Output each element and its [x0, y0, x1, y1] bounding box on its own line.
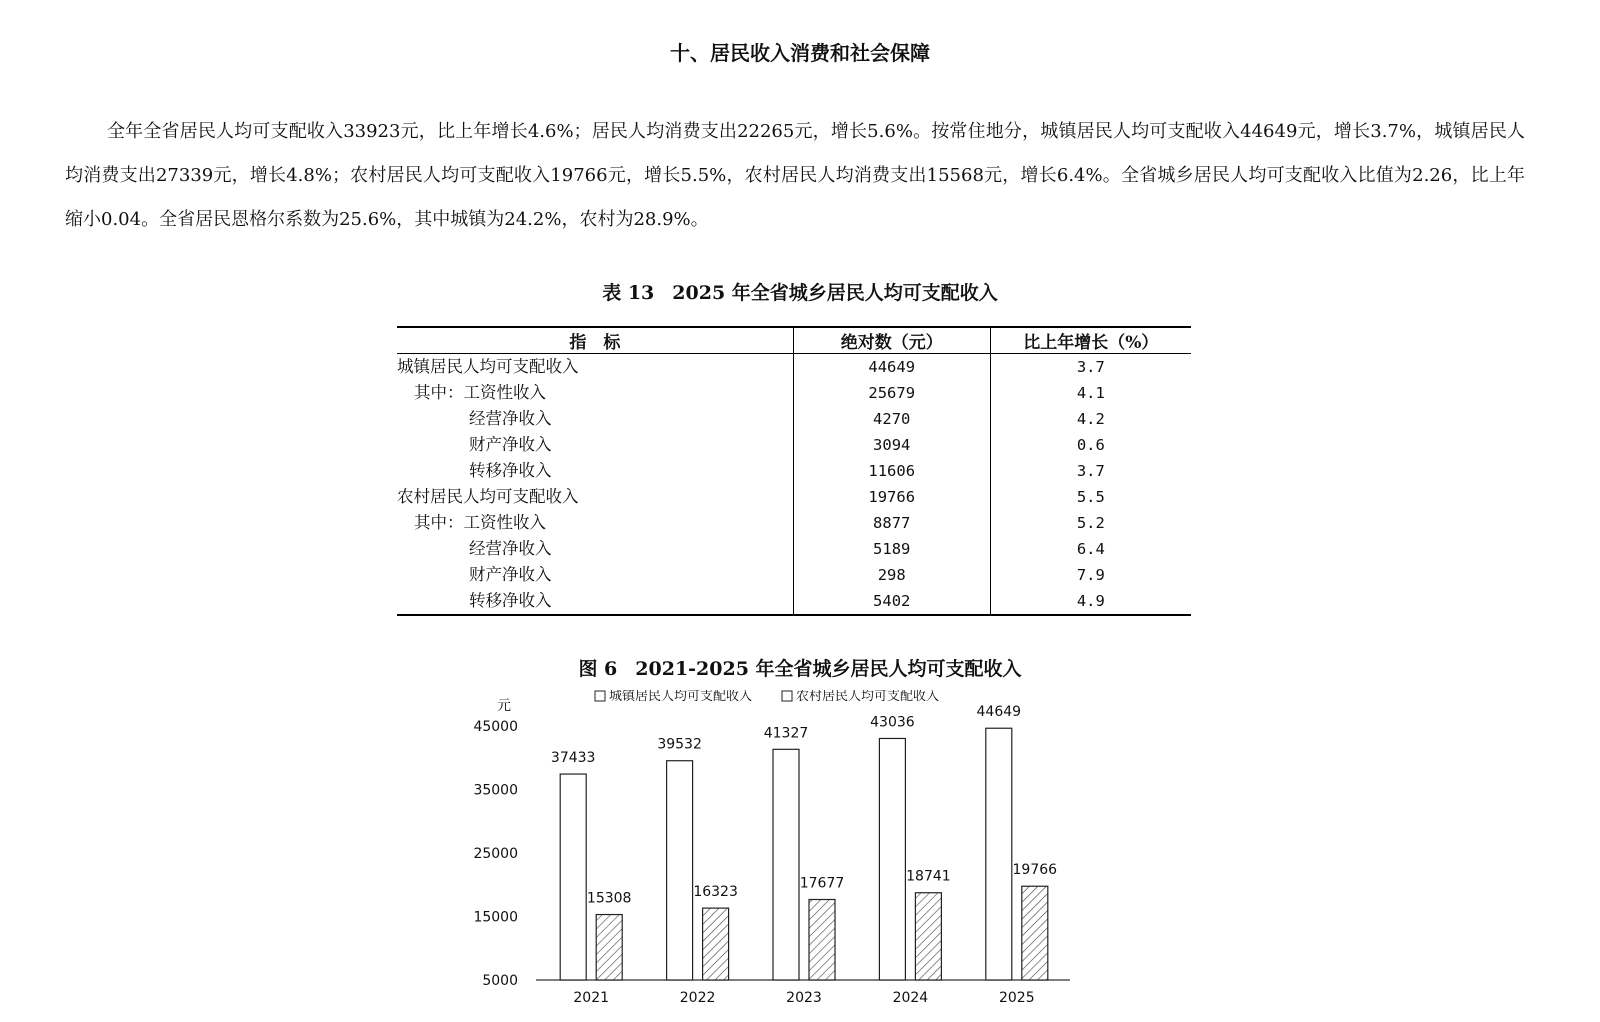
y-tick-label: 35000 [473, 782, 518, 799]
x-tick-label: 2021 [573, 990, 610, 1006]
row-absolute-value: 11606 [793, 458, 990, 484]
bar-rural [703, 908, 729, 980]
row-growth-rate: 5.2 [990, 510, 1191, 536]
row-absolute-value: 4270 [793, 406, 990, 432]
income-bar-chart [470, 690, 1110, 1022]
income-table [397, 326, 1191, 616]
data-label-rural: 17677 [799, 875, 845, 892]
table-row [397, 406, 1191, 432]
data-label-rural: 16323 [693, 884, 738, 901]
table-row [397, 536, 1191, 562]
row-growth-rate: 0.6 [990, 432, 1191, 458]
bar-urban [667, 761, 693, 980]
table-row [397, 510, 1191, 536]
table-row [397, 458, 1191, 484]
x-tick-label: 2023 [786, 990, 822, 1006]
table-row [397, 484, 1191, 510]
table-header-row [397, 327, 1191, 354]
header-absolute: 绝对数（元） [793, 327, 990, 354]
data-label-urban: 39532 [657, 736, 702, 753]
row-growth-rate: 3.7 [990, 354, 1191, 381]
bar-rural [596, 915, 622, 980]
section-title: 十、居民收入消费和社会保障 [670, 41, 930, 65]
data-label-urban: 41327 [763, 725, 809, 742]
row-growth-rate: 3.7 [990, 458, 1191, 484]
row-label: 转移净收入 [469, 461, 552, 480]
legend-swatch [595, 691, 605, 701]
bar-urban [560, 774, 586, 980]
row-label: 农村居民人均可支配收入 [397, 487, 579, 506]
y-axis-unit-label: 元 [497, 698, 511, 714]
figure-caption-text: 2021-2025 年全省城乡居民人均可支配收入 [635, 658, 1022, 680]
row-absolute-value: 44649 [793, 354, 990, 381]
x-tick-label: 2022 [679, 990, 716, 1006]
y-tick-label: 5000 [482, 973, 518, 989]
data-label-urban: 37433 [550, 750, 596, 767]
table-row [397, 432, 1191, 458]
header-growth: 比上年增长（%） [990, 327, 1191, 354]
row-label: 其中：工资性收入 [414, 513, 546, 532]
row-growth-rate: 6.4 [990, 536, 1191, 562]
row-absolute-value: 8877 [793, 510, 990, 536]
row-growth-rate: 4.1 [990, 380, 1191, 406]
body-paragraph: 全年全省居民人均可支配收入33923元，比上年增长4.6%；居民人均消费支出22265元，增长5.6%。按常住地分，城镇居民人均可支配收入44649元，增长3.7%，城镇居民人均消费支出27339元，增长4.8%；农村居民人均可支配收入19766元，增长5.5%，农村居民人均消费支出15568元，增长6.4%。全省城乡居民人均可支配收入比值为2.26，比上年缩小0.04。全省居民恩格尔系数为25.6%，其中城镇为24.2%，农村为28.9%。 [65, 121, 1525, 230]
row-growth-rate: 7.9 [990, 562, 1191, 588]
row-absolute-value: 5402 [793, 588, 990, 615]
bar-rural [1022, 886, 1048, 980]
bar-urban [879, 738, 905, 980]
data-label-rural: 18741 [906, 868, 951, 885]
row-growth-rate: 5.5 [990, 484, 1191, 510]
data-label-urban: 43036 [870, 714, 915, 731]
table-row [397, 380, 1191, 406]
table-row [397, 588, 1191, 615]
legend-label: 农村居民人均可支配收入 [796, 690, 940, 704]
y-tick-label: 25000 [473, 846, 518, 862]
row-label: 经营净收入 [469, 409, 552, 428]
bar-rural [809, 900, 835, 980]
row-absolute-value: 5189 [793, 536, 990, 562]
row-label: 财产净收入 [469, 435, 552, 454]
row-label: 财产净收入 [469, 565, 552, 584]
figure-caption-label: 图 6 [578, 658, 618, 680]
header-indicator: 指 标 [397, 327, 793, 354]
table-caption [0, 278, 1600, 305]
bar-rural [915, 893, 941, 980]
row-growth-rate: 4.9 [990, 588, 1191, 615]
legend-swatch [782, 691, 792, 701]
data-label-rural: 19766 [1012, 862, 1058, 879]
row-growth-rate: 4.2 [990, 406, 1191, 432]
row-absolute-value: 3094 [793, 432, 990, 458]
legend-label: 城镇居民人均可支配收入 [609, 690, 753, 704]
row-absolute-value: 25679 [793, 380, 990, 406]
figure-caption [0, 654, 1600, 681]
data-label-rural: 15308 [586, 890, 632, 907]
table-caption-text: 2025 年全省城乡居民人均可支配收入 [672, 282, 998, 304]
row-label: 其中：工资性收入 [414, 383, 546, 402]
bar-urban [986, 728, 1012, 980]
y-tick-label: 45000 [473, 719, 518, 735]
x-tick-label: 2025 [998, 990, 1035, 1006]
row-label: 经营净收入 [469, 539, 552, 558]
row-label: 转移净收入 [397, 588, 793, 615]
table-caption-label: 表 13 [602, 282, 655, 304]
row-label: 城镇居民人均可支配收入 [397, 357, 579, 376]
row-absolute-value: 298 [793, 562, 990, 588]
y-tick-label: 15000 [473, 909, 518, 926]
row-absolute-value: 19766 [793, 484, 990, 510]
table-row [397, 354, 1191, 381]
data-label-urban: 44649 [976, 704, 1022, 721]
table-row [397, 562, 1191, 588]
x-tick-label: 2024 [892, 990, 929, 1006]
bar-urban [773, 749, 799, 980]
